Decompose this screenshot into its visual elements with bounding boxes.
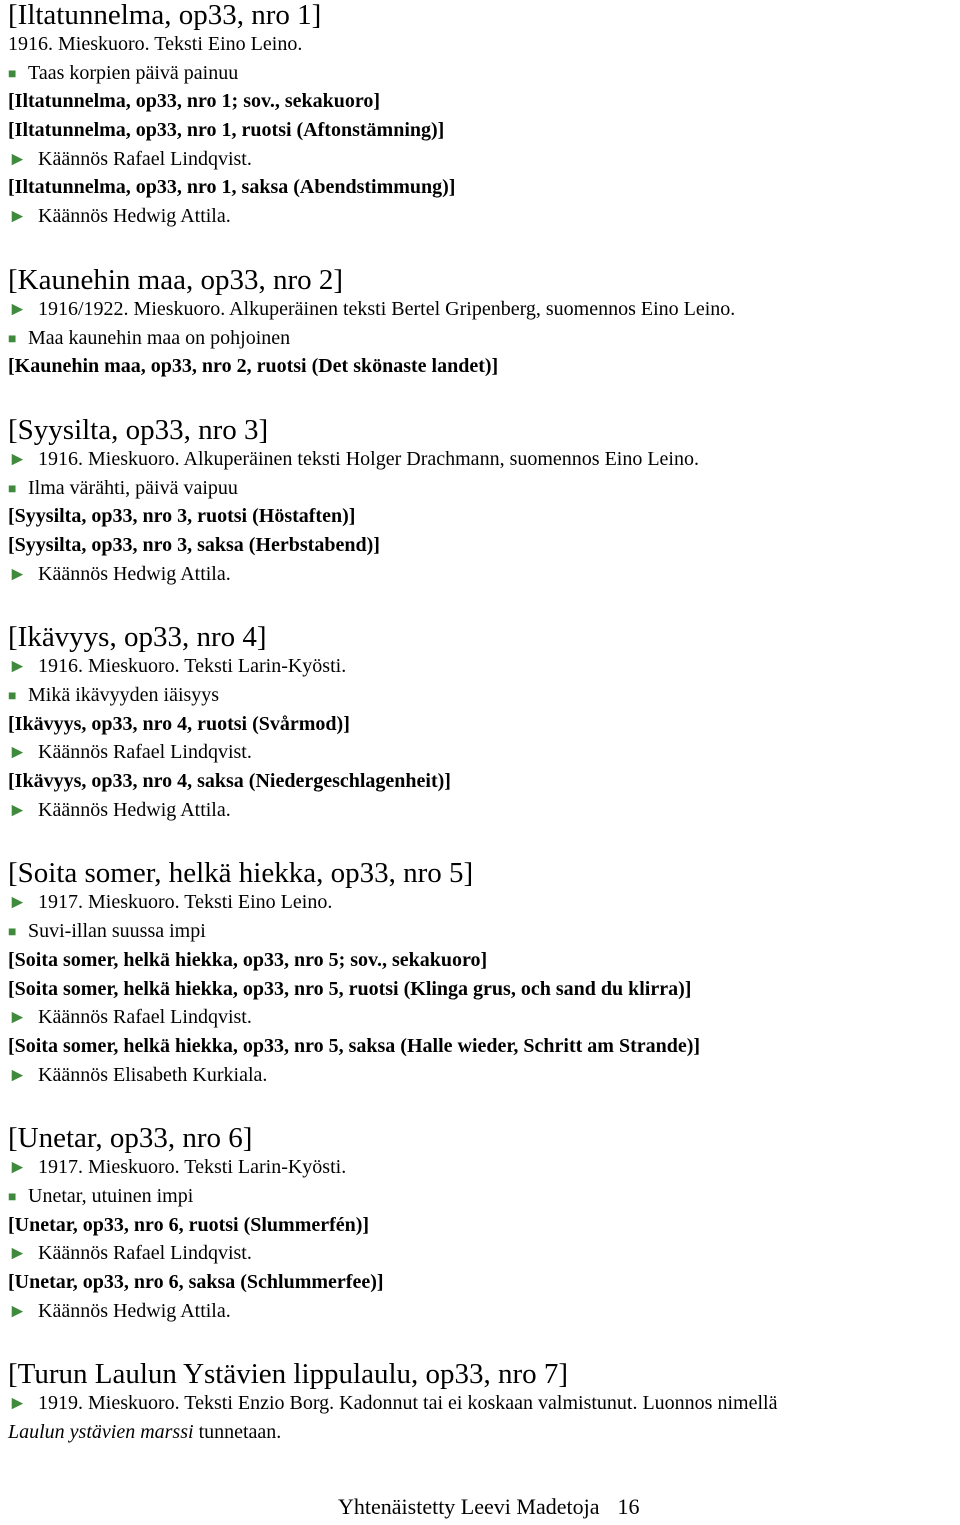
translator-line-text: Käännös Rafael Lindqvist. (38, 147, 252, 170)
square-bullet-icon: ■ (8, 66, 17, 82)
arrangement-title: [Ikävyys, op33, nro 4, ruotsi (Svårmod)] (8, 712, 350, 735)
section (8, 265, 960, 381)
square-bullet-icon: ■ (8, 1189, 17, 1205)
section-gap (8, 1325, 960, 1359)
translator-line-text: Käännös Rafael Lindqvist. (38, 1006, 252, 1029)
incipit-text: Mikä ikävyyden iäisyys (28, 684, 220, 706)
incipit (8, 59, 960, 88)
right-arrow-icon: ► (8, 1243, 27, 1265)
section-heading: [Syysilta, op33, nro 3] (8, 413, 269, 446)
arrangement-title: [Kaunehin maa, op33, nro 2, ruotsi (Det skönaste landet)] (8, 355, 499, 378)
arrangement-title: [Syysilta, op33, nro 3, saksa (Herbstabend)] (8, 533, 380, 556)
right-arrow-icon: ► (8, 892, 27, 914)
section-heading: [Iltatunnelma, op33, nro 1] (8, 0, 322, 31)
section-gap (8, 381, 960, 415)
square-bullet-icon: ■ (8, 331, 17, 347)
right-arrow-icon: ► (8, 148, 27, 170)
translator-line (8, 1239, 960, 1268)
translator-line-text: Käännös Rafael Lindqvist. (38, 741, 252, 764)
incipit (8, 681, 960, 710)
arrangement-title: [Soita somer, helkä hiekka, op33, nro 5, ruotsi (Klinga grus, och sand du klirra)] (8, 977, 692, 1000)
translator-line (8, 202, 960, 231)
translator-line (8, 796, 960, 825)
arrangement-title: [Ikävyys, op33, nro 4, saksa (Niedergeschlagenheit)] (8, 770, 451, 793)
translator-line-text: Käännös Rafael Lindqvist. (38, 1242, 252, 1265)
section-info-text: 1916. Mieskuoro. Alkuperäinen teksti Holger Drachmann, suomennos Eino Leino. (38, 447, 699, 470)
incipit-text: Suvi-illan suussa impi (28, 920, 206, 943)
incipit-text: Maa kaunehin maa on pohjoinen (28, 326, 291, 349)
incipit-text: Ilma värähti, päivä vaipuu (28, 476, 238, 499)
section (8, 415, 960, 588)
section-info-text: 1917. Mieskuoro. Teksti Eino Leino. (38, 891, 333, 914)
incipit-text: Unetar, utuinen impi (28, 1184, 194, 1207)
right-arrow-icon: ► (8, 1393, 27, 1415)
right-arrow-icon: ► (8, 206, 27, 228)
page-number: 16 (617, 1494, 640, 1519)
section-info (8, 888, 960, 917)
section (8, 1359, 960, 1446)
arrangement-title: [Unetar, op33, nro 6, ruotsi (Slummerfén)] (8, 1213, 370, 1236)
arrangement-title: [Iltatunnelma, op33, nro 1, saksa (Abendstimmung)] (8, 176, 456, 199)
section-gap (8, 1089, 960, 1123)
arrangement-title: [Iltatunnelma, op33, nro 1, ruotsi (Aftonstämning)] (8, 119, 445, 142)
arrangement-title: [Soita somer, helkä hiekka, op33, nro 5, saksa (Halle wieder, Schritt am Strande)] (8, 1034, 701, 1057)
translator-line (8, 1003, 960, 1032)
section-info-continued (8, 1418, 960, 1447)
section (8, 1123, 960, 1325)
arrangement-title: [Unetar, op33, nro 6, saksa (Schlummerfee)] (8, 1271, 384, 1293)
page-footer (338, 1494, 639, 1520)
section-heading: [Ikävyys, op33, nro 4] (8, 621, 267, 654)
translator-line (8, 1297, 960, 1326)
section-info (8, 1153, 960, 1182)
incipit-text: Taas korpien päivä painuu (28, 61, 239, 84)
section-gap (8, 231, 960, 265)
section-heading: [Unetar, op33, nro 6] (8, 1122, 253, 1155)
square-bullet-icon: ■ (8, 925, 17, 941)
translator-line-text: Käännös Hedwig Attila. (38, 562, 231, 585)
info-rest: tunnetaan. (193, 1421, 282, 1444)
section-heading: [Turun Laulun Ystävien lippulaulu, op33, nro 7] (8, 1358, 569, 1391)
incipit (8, 324, 960, 353)
section-info: 1916. Mieskuoro. Teksti Eino Leino. (8, 33, 303, 55)
incipit (8, 917, 960, 946)
translator-line-text: Käännös Elisabeth Kurkiala. (38, 1063, 268, 1086)
section-heading: [Soita somer, helkä hiekka, op33, nro 5] (8, 857, 474, 890)
translator-line (8, 738, 960, 767)
section-info (8, 295, 960, 324)
right-arrow-icon: ► (8, 799, 27, 821)
italic-title: Laulun ystävien marssi (8, 1421, 194, 1444)
section (8, 858, 960, 1089)
right-arrow-icon: ► (8, 298, 27, 320)
arrangement-title: [Syysilta, op33, nro 3, ruotsi (Höstaften)] (8, 505, 356, 528)
section (8, 0, 960, 231)
translator-line (8, 560, 960, 589)
section-gap (8, 824, 960, 858)
translator-line-text: Käännös Hedwig Attila. (38, 1299, 231, 1322)
section-info-text: 1917. Mieskuoro. Teksti Larin-Kyösti. (38, 1156, 347, 1179)
translator-line-text: Käännös Hedwig Attila. (38, 798, 231, 821)
right-arrow-icon: ► (8, 1064, 27, 1086)
incipit (8, 1182, 960, 1211)
right-arrow-icon: ► (8, 563, 27, 585)
translator-line (8, 1061, 960, 1090)
section-info-text: 1916. Mieskuoro. Teksti Larin-Kyösti. (38, 655, 347, 678)
section-info-text: 1916/1922. Mieskuoro. Alkuperäinen teksti Bertel Gripenberg, suomennos Eino Leino. (38, 297, 736, 320)
right-arrow-icon: ► (8, 1300, 27, 1322)
incipit (8, 474, 960, 503)
square-bullet-icon: ■ (8, 481, 17, 497)
right-arrow-icon: ► (8, 1007, 27, 1029)
section-info (8, 652, 960, 681)
document-body (8, 0, 960, 1447)
section-info (8, 1389, 960, 1418)
right-arrow-icon: ► (8, 1157, 27, 1179)
arrangement-title: [Soita somer, helkä hiekka, op33, nro 5; sov., sekakuoro] (8, 948, 488, 971)
right-arrow-icon: ► (8, 656, 27, 678)
square-bullet-icon: ■ (8, 689, 17, 704)
arrangement-title: [Iltatunnelma, op33, nro 1; sov., sekakuoro] (8, 90, 381, 113)
right-arrow-icon: ► (8, 742, 27, 764)
section-info-text: 1919. Mieskuoro. Teksti Enzio Borg. Kadonnut tai ei koskaan valmistunut. Luonnos nimellä (38, 1392, 778, 1415)
section (8, 622, 960, 824)
translator-line-text: Käännös Hedwig Attila. (38, 205, 231, 228)
section-gap (8, 588, 960, 622)
section-info (8, 445, 960, 474)
right-arrow-icon: ► (8, 448, 27, 470)
footer-title: Yhtenäistetty Leevi Madetoja (338, 1494, 600, 1519)
translator-line (8, 145, 960, 174)
section-heading: [Kaunehin maa, op33, nro 2] (8, 263, 344, 296)
